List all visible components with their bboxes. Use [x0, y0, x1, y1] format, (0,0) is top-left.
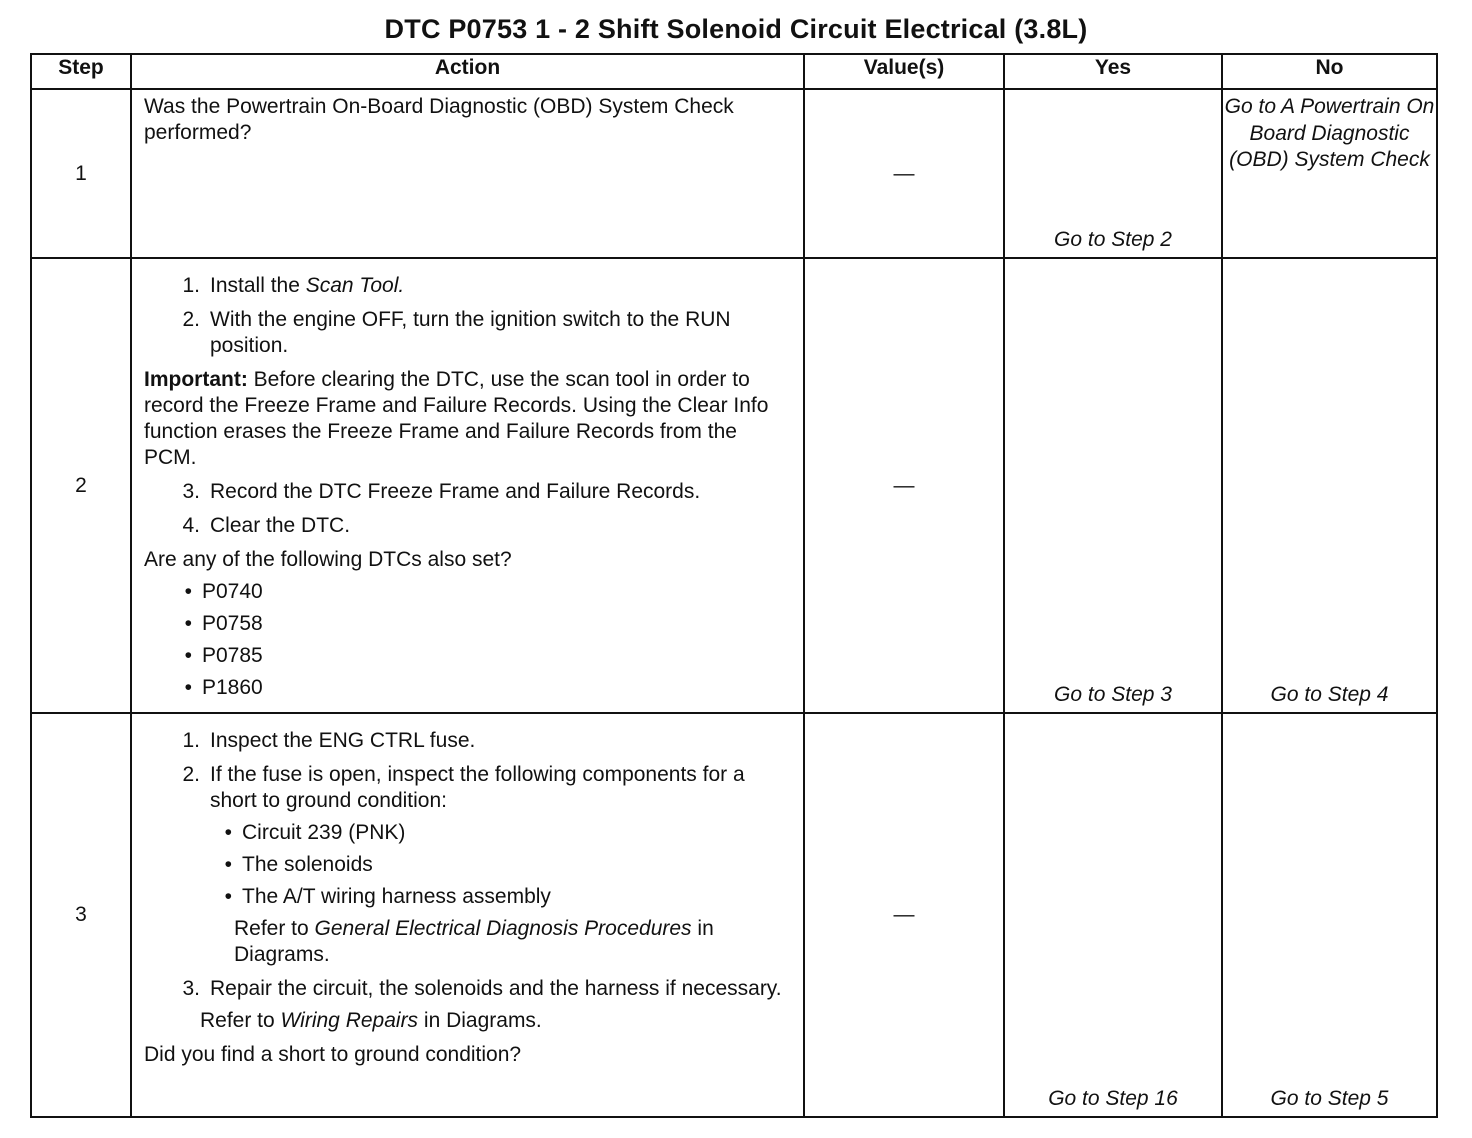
header-step: Step — [31, 54, 131, 89]
item-text: If the fuse is open, inspect the following components for a short to ground condition: — [210, 763, 745, 812]
ref-text: Refer to — [200, 1009, 281, 1032]
question-text: Did you find a short to ground condition? — [144, 1043, 522, 1066]
value-cell: — — [804, 713, 1004, 1117]
dtc-item: • P0740 — [184, 580, 263, 603]
ref-emphasis: Wiring Repairs — [280, 1009, 419, 1032]
ref-text: in Diagrams. — [418, 1009, 542, 1032]
important-note — [144, 367, 793, 471]
list-item: 1. Inspect the ENG CTRL fuse. — [144, 728, 793, 754]
dtc-item: • P0785 — [184, 644, 263, 667]
important-label: Important: — [144, 368, 248, 391]
yes-cell: Go to Step 2 — [1004, 89, 1222, 258]
list-item: 2. With the engine OFF, turn the ignition switch to the RUN position. — [144, 307, 793, 359]
item-text: Repair the circuit, the solenoids and the harness if necessary. — [210, 977, 782, 1000]
dtc-item: • P0758 — [184, 612, 263, 635]
list-item: 3. Record the DTC Freeze Frame and Failure Records. — [144, 479, 793, 505]
reference-note — [144, 1008, 793, 1034]
component-item: • The A/T wiring harness assembly — [224, 885, 551, 908]
header-action: Action — [131, 54, 804, 89]
list-item: 4. Clear the DTC. — [144, 513, 793, 539]
dtc-code: P0785 — [202, 644, 263, 667]
step-number: 1 — [31, 89, 131, 258]
item-text: Clear the DTC. — [210, 514, 351, 537]
header-values: Value(s) — [804, 54, 1004, 89]
reference-note — [144, 916, 793, 968]
component-item: • Circuit 239 (PNK) — [224, 821, 406, 844]
dtc-code: P1860 — [202, 676, 263, 699]
no-cell: Go to Step 4 — [1222, 258, 1437, 713]
item-text: With the engine OFF, turn the ignition switch to the RUN position. — [210, 308, 731, 357]
dtc-item: • P1860 — [184, 676, 263, 699]
yes-cell: Go to Step 3 — [1004, 258, 1222, 713]
step-number: 2 — [31, 258, 131, 713]
question-text: Are any of the following DTCs also set? — [144, 548, 512, 571]
dtc-code: P0740 — [202, 580, 263, 603]
table-row — [31, 89, 1437, 258]
list-item: 1. Install the Scan Tool. — [182, 274, 405, 297]
table-row — [31, 713, 1437, 1117]
action-cell — [131, 258, 804, 713]
table-row — [31, 258, 1437, 713]
yes-cell: Go to Step 16 — [1004, 713, 1222, 1117]
ref-emphasis: General Electrical Diagnosis Procedures — [314, 917, 692, 940]
component-text: The A/T wiring harness assembly — [242, 885, 551, 908]
ref-text: Refer to — [234, 917, 315, 940]
header-row — [31, 54, 1437, 89]
no-cell — [1222, 89, 1437, 258]
item-text: Inspect the ENG CTRL fuse. — [210, 729, 476, 752]
header-no: No — [1222, 54, 1437, 89]
header-yes: Yes — [1004, 54, 1222, 89]
no-cell: Go to Step 5 — [1222, 713, 1437, 1117]
diagnostic-table — [30, 53, 1438, 1118]
action-text: Was the Powertrain On-Board Diagnostic (OBD) System Check performed? — [144, 95, 734, 144]
no-text: Go to A Powertrain On Board Diagnostic (OBD) System Check — [1224, 95, 1435, 171]
item-text: Record the DTC Freeze Frame and Failure Records. — [210, 480, 701, 503]
page-title: DTC P0753 1 - 2 Shift Solenoid Circuit Electrical (3.8L) — [384, 14, 1088, 44]
component-item: • The solenoids — [224, 853, 373, 876]
important-text: Before clearing the DTC, use the scan tool in order to record the Freeze Frame and Failure Records. Using the Clear Info function erases the Freeze Frame and Failure Records from the PCM. — [144, 368, 769, 469]
value-cell: — — [804, 258, 1004, 713]
action-cell — [131, 89, 804, 258]
component-text: Circuit 239 (PNK) — [242, 821, 406, 844]
dtc-code: P0758 — [202, 612, 263, 635]
value-cell: — — [804, 89, 1004, 258]
list-item: 2. If the fuse is open, inspect the following components for a short to ground condition: — [144, 762, 793, 814]
action-cell — [131, 713, 804, 1117]
step-number: 3 — [31, 713, 131, 1117]
item-emphasis: Scan Tool. — [305, 274, 405, 297]
item-text: Install the — [210, 274, 306, 297]
component-text: The solenoids — [242, 853, 373, 876]
ref-text: in Diagrams. — [234, 917, 714, 966]
list-item: 3. Repair the circuit, the solenoids and the harness if necessary. — [144, 976, 793, 1002]
